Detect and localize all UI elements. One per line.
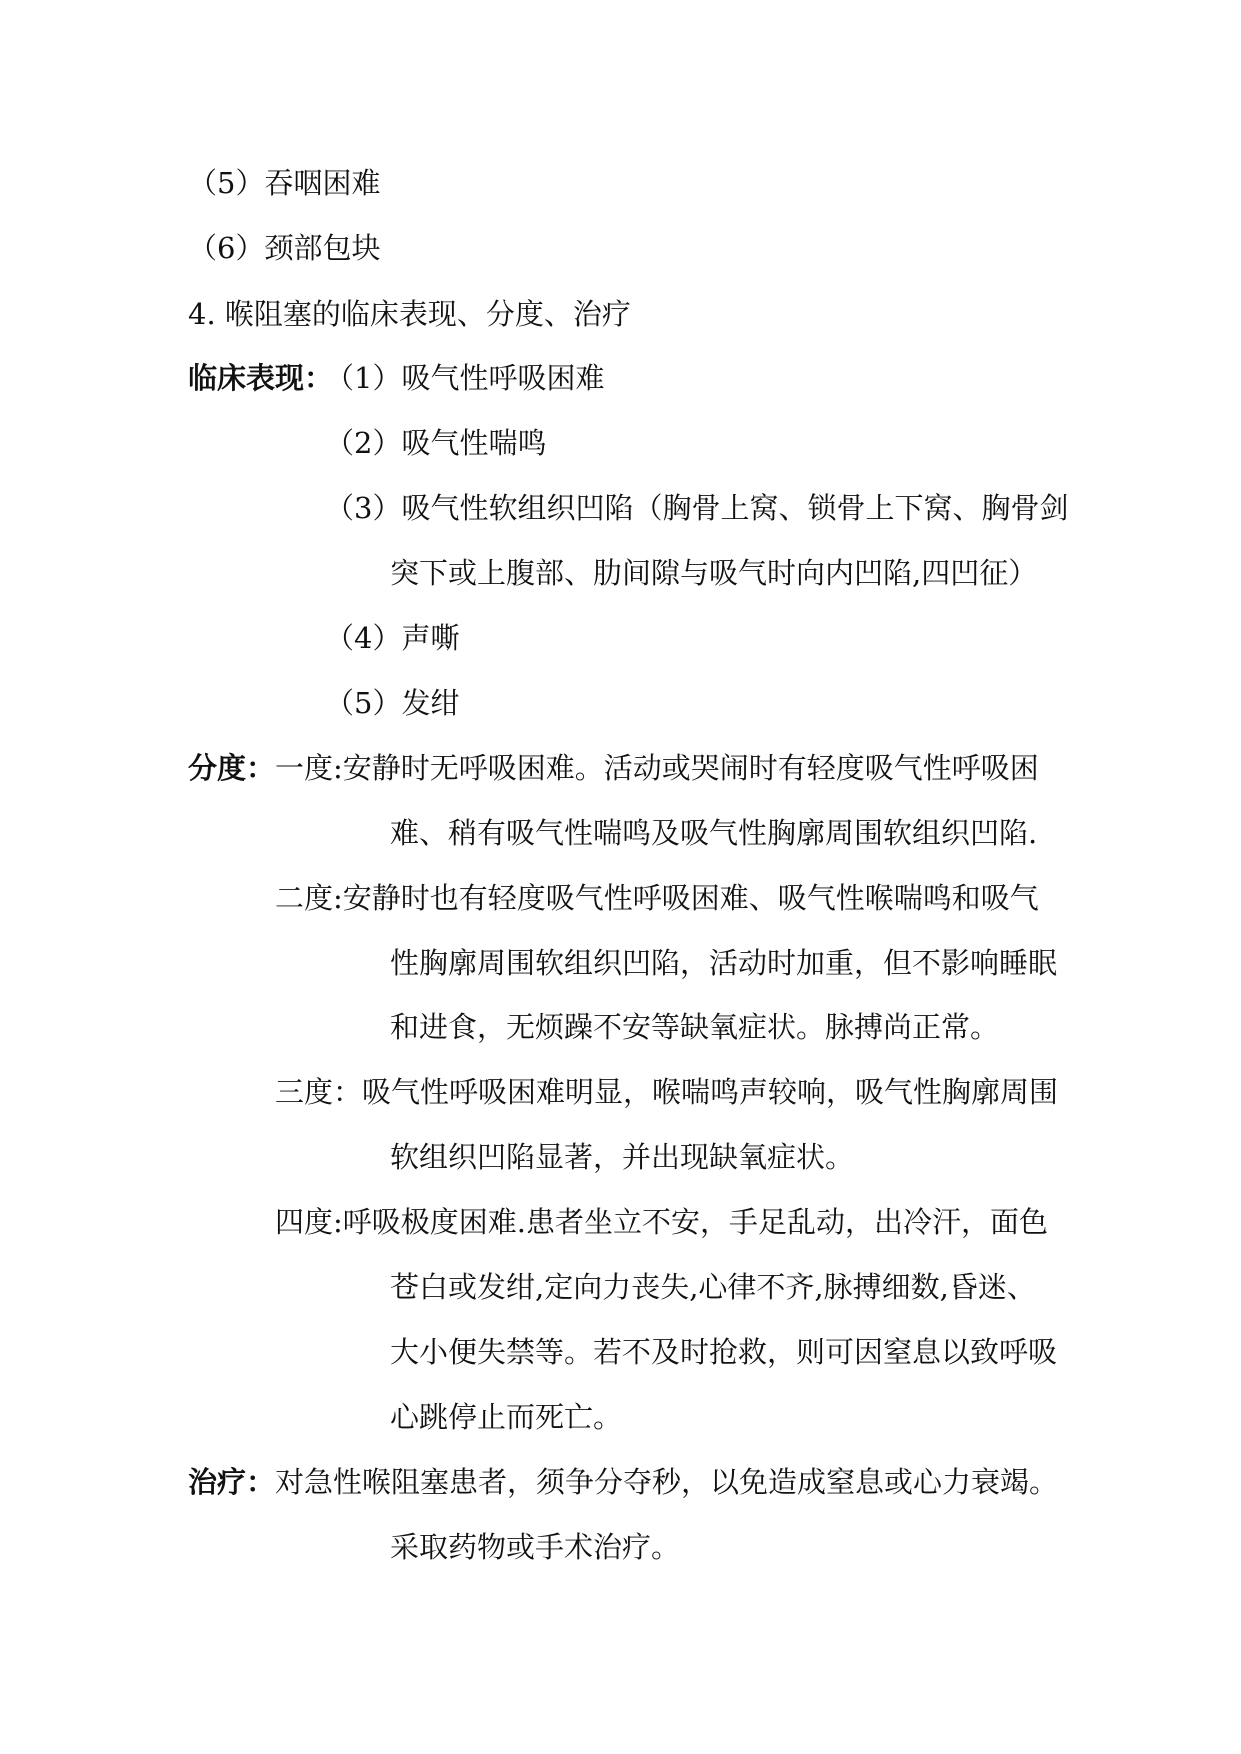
clinical-item: （2）吸气性喘鸣 bbox=[325, 426, 547, 460]
treatment-line: 采取药物或手术治疗。 bbox=[390, 1530, 681, 1564]
list-item: （5）吞咽困难 bbox=[188, 166, 381, 200]
treatment-line: 对急性喉阻塞患者，须争分夺秒，以免造成窒息或心力衰竭。 bbox=[275, 1465, 1059, 1499]
clinical-item: （3）吸气性软组织凹陷（胸骨上窝、锁骨上下窝、胸骨剑 bbox=[325, 491, 1069, 525]
grade-line: 二度:安静时也有轻度吸气性呼吸困难、吸气性喉喘鸣和吸气 bbox=[275, 881, 1039, 915]
grade-line: 一度:安静时无呼吸困难。活动或哭闹时有轻度吸气性呼吸困 bbox=[275, 751, 1039, 785]
clinical-item: （1）吸气性呼吸困难 bbox=[325, 361, 605, 395]
grade-line: 软组织凹陷显著，并出现缺氧症状。 bbox=[390, 1140, 855, 1174]
grade-line: 三度：吸气性呼吸困难明显，喉喘鸣声较响，吸气性胸廓周围 bbox=[275, 1075, 1059, 1109]
treatment-label: 治疗： bbox=[188, 1465, 276, 1499]
clinical-item: （5）发绀 bbox=[325, 686, 460, 720]
grade-line: 四度:呼吸极度困难.患者坐立不安，手足乱动，出冷汗，面色 bbox=[275, 1205, 1048, 1239]
grade-line: 难、稍有吸气性喘鸣及吸气性胸廓周围软组织凹陷. bbox=[390, 816, 1038, 850]
grading-label: 分度： bbox=[188, 751, 276, 785]
list-item: （6）颈部包块 bbox=[188, 231, 381, 265]
section-heading: 4. 喉阻塞的临床表现、分度、治疗 bbox=[188, 297, 631, 331]
grade-line: 苍白或发绀,定向力丧失,心律不齐,脉搏细数,昏迷、 bbox=[390, 1270, 1036, 1304]
clinical-item: （4）声嘶 bbox=[325, 621, 460, 655]
grade-line: 和进食，无烦躁不安等缺氧症状。脉搏尚正常。 bbox=[390, 1010, 1000, 1044]
clinical-label: 临床表现： bbox=[188, 361, 334, 395]
grade-line: 心跳停止而死亡。 bbox=[390, 1400, 623, 1434]
grade-line: 性胸廓周围软组织凹陷，活动时加重，但不影响睡眠 bbox=[390, 946, 1058, 980]
grade-line: 大小便失禁等。若不及时抢救，则可因窒息以致呼吸 bbox=[390, 1335, 1058, 1369]
clinical-item-continuation: 突下或上腹部、肋间隙与吸气时向内凹陷,四凹征） bbox=[390, 556, 1038, 590]
